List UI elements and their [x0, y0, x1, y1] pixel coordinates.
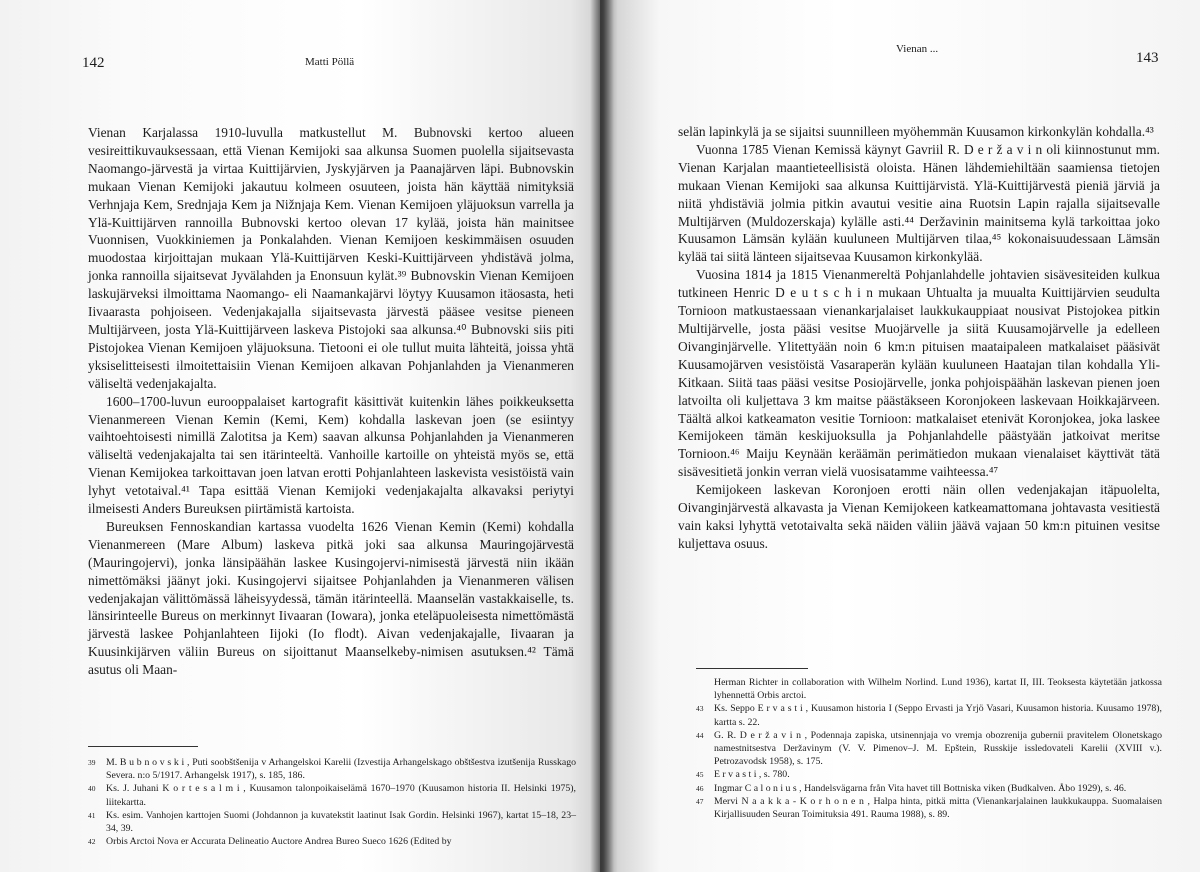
footnote [88, 835, 576, 848]
footnote-rule [696, 668, 808, 669]
paragraph: Kemijokeen laskevan Koronjoen erotti näin ollen vedenjakajan itäpuolelta, Oivanginjärvestä alkavasta ja Vienan Kemijokeen katkeamattomana johtavasta vesitiestä vain kaksi lyhyttä vetotaivalta sekä näiden väliin jäävä vajaan 50 km:n pituinen vesitse kuljettava osuus. [678, 482, 1160, 551]
footnote-number: 43 [696, 704, 704, 714]
footnote-text: Herman Richter in collaboration with Wilhelm Norlind. Lund 1936), kartat II, III. Teoksesta käytetään jatkossa lyhennettä Orbis arctoi. [714, 677, 1162, 702]
footnote-text: E r v a s t i , s. 780. [714, 769, 790, 781]
paragraph: Vuonna 1785 Vienan Kemissä käynyt Gavriil R. D e r ž a v i n oli kiinnostunut mm. Vienan Karjalan maantieteellisistä oloista. Hänen lähdemiehiltään saamiensa tietojen mukaan Vienan Kemijoki saa alkunsa Kuittijärvistä. Ylä-Kuittijärvestä pieniä järviä ja niitä yhdistäviä jolmia pitkin avautui vesitie aina Ruotsin Lapin rajalla sijaitsevalle Multijärven (Muldozerskaja) kylälle asti.⁴⁴ Deržavinin mainitsema kylä tarkoittaa joko Kuusamon Lämsän kylään kuuluneen Multijärven tilaa,⁴⁵ kokonaisuudessaan Lämsän kylää tai siitä länteen sijaitsevaa Kuusamon kirkonkylää. [678, 141, 1160, 265]
footnote-number: 41 [88, 810, 96, 820]
footnote-text: Orbis Arctoi Nova er Accurata Delineatio Auctore Andrea Bureo Sueco 1626 (Edited by [106, 836, 452, 848]
footnote [696, 676, 1162, 702]
footnote-text: Ks. J. Juhani K o r t e s a l m i , Kuusamon talonpoikaiselämä 1670–1970 (Kuusamon historia II. Helsinki 1975), liitekartta. [106, 783, 576, 808]
right-page [600, 0, 1200, 872]
footnote-number: 40 [88, 784, 96, 794]
footnote [88, 809, 576, 835]
footnote-text: G. R. D e r ž a v i n , Podennaja zapiska, utsinennjaja vo vremja obozrenija gubernii pravitelem Olonetskago namestnitsestva Deržavinym (V. V. Pimenov–J. M. Epštein, Russkije issledovateli Karelii (XVIII v.). Petrozavodsk 1958), s. 175. [714, 729, 1162, 768]
footnote-text: Ks. Seppo E r v a s t i , Kuusamon historia I (Seppo Ervasti ja Yrjö Vasari, Kuusamon historia. Kuusamo 1978), kartta s. 22. [714, 703, 1162, 728]
footnote [696, 768, 1162, 781]
footnote-number: 47 [696, 796, 704, 806]
running-head: Matti Pöllä [305, 56, 355, 68]
footnote [88, 782, 576, 808]
footnote [696, 782, 1162, 795]
paragraph: Bureuksen Fennoskandian kartassa vuodelta 1626 Vienan Kemin (Kemi) kohdalla Vienanmereen (Mare Album) laskeva pitkä joki saa alkunsa Mauringojärvestä (Mauringojervi), jonka länsipäähän laskee Kusingojervi-nimisestä järvestä niin ikään nimettömäksi jäänyt joki. Kusingojervi sijaitsee Pohjanlahden ja Vienanmeren välisen vedenjakajan välittömässä läheisyydessä, tämän itärinteellä. Maanselän vastakkaiselle, ts. länsirinteelle Bureus on merkinnyt Iivaaran (Iowara), jonka eteläpuoleisesta nimettömästä järvestä laskee Pohjanlahteen Iijoki (Io flodt). Aivan vedenjakajalle, Iivaaran ja Kuusinkijärven väliin Bureus on sijoittanut Maanselkeby-nimisen asutuksen.⁴² Tämä asutus oli Maan- [88, 518, 574, 678]
paragraph: 1600–1700-luvun eurooppalaiset kartografit käsittivät kuitenkin lähes poikkeuksetta Vienanmereen Vienan Kemin (Kemi, Kem) kohdalla laskevan joen (se esiintyy vaihtoehtoisesti nimillä Zalotitsa ja Kem) saavan alkunsa Pohjanlahden ja Vienanmeren väliseltä vedenjakajalta tai sen itärinteeltä. Vanhoille kartoille on yhteistä myös se, että Vienan Kemijokea tarkoittavan joen latvan erotti Pohjanlahteen laskevista vesistöistä vain lyhyt vetotaival.⁴¹ Tapa esittää Vienan Kemijoki vedenjakajalta alkavaksi periytyi ilmeisesti Anders Bureuksen piirtämistä kartoista. [88, 393, 574, 517]
running-head: Vienan ... [896, 43, 939, 55]
footnote-number [696, 676, 714, 702]
footnote-number: 39 [88, 758, 96, 767]
paragraph: Vienan Karjalassa 1910-luvulla matkustellut M. Bubnovski kertoo alueen vesireittikuvauksessaan, että Vienan Kemijoki saa alkunsa Suomen puolella sijaitsevasta Naomango-järvestä ja virtaa Kuittijärvien, Jyskyjärven ja Paanajärven läpi. Bubnovskin mukaan Vienan Kemijoki jakautuu kolmeen osuuteen, joista hän käyttää nimityksiä Verhnjaja Kem, Srednjaja Kem ja Nižnjaja Kem. Vienan Kemijoen yläjuoksun varrella ja Ylä-Kuittijärven rannoilla Bubnovski kertoo olevan 17 kylää, joista hän mainitsee Vuonnisen, Vuokkiniemen ja Ponkalahden. Vienan Kemijoen keskimmäisen osuuden muodostaa kirjoittajan mukaan Ylä-Kuittijärven Keski-Kuittijärveen yhdistävä jolma, jonka rannoilla sijaitsevat Jyvälahden ja Enonsuun kylät.³⁹ Bubnovskin Vienan Kemijoen laskujärveksi ilmoittama Naomango- eli Naamankajärvi löytyy Kuusamon itäosasta, heti Iivaarasta pohjoiseen. Vedenjakajalla sijaitsevasta järvestä pääsee vesitse pieneen Multijärveen, josta Ylä-Kuittijärveen laskeva Pistojoki saa alkunsa.⁴⁰ Bubnovski siis piti Pistojokea Vienan Kemijoen yläjuoksuna. Tietooni ei ole tullut muita lähteitä, joissa yhtä yksiselitteisesti ilmoitettaisiin Vienan Kemijoen alkavan Pohjanlahden ja Vienanmeren väliseltä vedenjakajalta. [88, 125, 574, 391]
paragraph: selän lapinkylä ja se sijaitsi suunnilleen myöhemmän Kuusamon kirkonkylän kohdalla.⁴³ [678, 124, 1154, 139]
footnote-text: Ks. esim. Vanhojen karttojen Suomi (Johdannon ja kuvatekstit laatinut Isak Gordin. Helsinki 1967), kartat 15–18, 23–34, 39. [106, 809, 576, 835]
paragraph: Vuosina 1814 ja 1815 Vienanmereltä Pohjanlahdelle johtavien sisävesiteiden kulkua tutkineen Henric D e u t s c h i n mukaan Uhtualta ja muualta Kuittijärvien seudulta Tornioon matkustaessaan vienankarjalaiset laukkukauppiaat nousivat Pistojokea pitkin Multijärvelle, josta pääsi vesitse Muojärvelle ja siitä Kuusamojärvelle ja edelleen Oivanginjärvelle. Ylitettyään noin 6 km:n pituisen maataipaleen matkalaiset pääsivät Kuusamojärven vesistöistä Vasaraperän kylään kuuluneen Haatajan tilan kohdalla Yli-Kitkaan. Siitä taas pääsi vesitse Posiojärvelle, jonka pohjoispäähän laskevan pienen joen latvoilta oli kuljettava 3 km maitse päästäkseen Koronjokeen laskevaan Hoikkajärveen. Täältä alkoi katkeamaton vesitie Tornioon: matkalaiset etenivät Koronjokea, joka laskee Kemijokeen tämän keskijuoksulla ja Pohjanlahdelle päästyään jatkoivat meritse Tornioon.⁴⁶ Maiju Keynään keräämän perimätiedon mukaan vienalaiset käyttivät tätä sisävesitietä jonkin verran vielä vuosisatamme vaihteessa.⁴⁷ [678, 267, 1160, 480]
footnote [696, 795, 1162, 821]
page-number: 143 [1136, 50, 1159, 66]
footnote-number: 46 [696, 783, 704, 793]
page-number: 142 [82, 55, 105, 71]
footnote-text: M. B u b n o v s k i , Puti soobštšenija v Arhangelskoi Karelii (Izvestija Arhangelskago obštšestva izutšenija Russkago Severa. n:o 5/1917. Arhangelsk 1917), s. 185, 186. [106, 757, 576, 782]
footnote-text: Ingmar C a l o n i u s , Handelsvägarna från Vita havet till Bottniska viken (Budkalven. Åbo 1929), s. 46. [714, 782, 1127, 794]
footnote-number: 44 [696, 730, 704, 740]
footnote [696, 702, 1162, 728]
body-text [88, 124, 574, 679]
footnote-number: 42 [88, 837, 96, 847]
footnote-text: Mervi N a a k k a - K o r h o n e n , Halpa hinta, pitkä mitta (Vienankarjalainen laukkukauppa. Suomalaisen Kirjallisuuden Seuran Toimituksia 491. Rauma 1988), s. 89. [714, 795, 1162, 821]
footnote-number: 45 [696, 770, 704, 780]
body-text [678, 123, 1160, 553]
footnotes [88, 756, 576, 848]
book-gutter [590, 0, 614, 872]
footnote [696, 729, 1162, 769]
footnotes [696, 676, 1162, 821]
footnote-rule [88, 746, 198, 747]
footnote [88, 756, 576, 782]
